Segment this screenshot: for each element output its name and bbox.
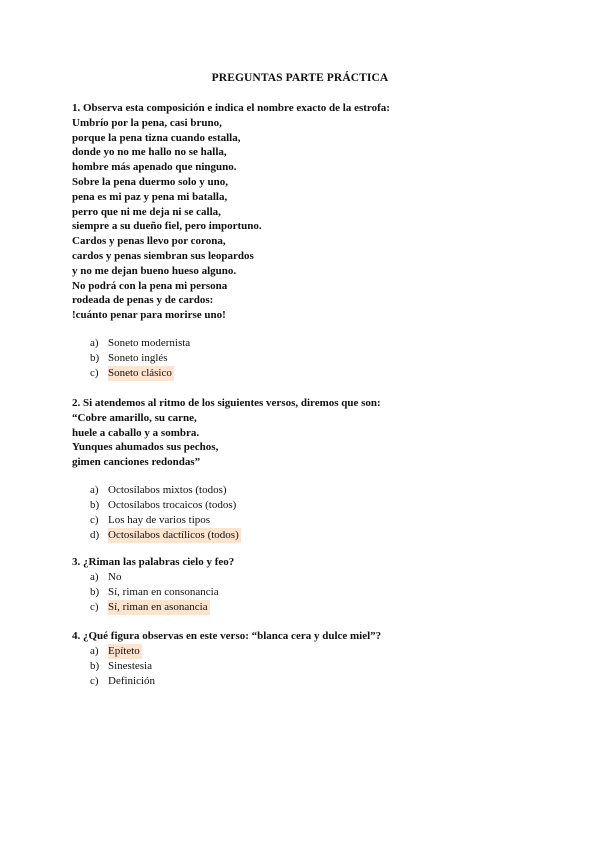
verse-line: No podrá con la pena mi persona	[72, 279, 228, 292]
option-letter: b)	[90, 352, 100, 364]
verse-line: y no me dejan bueno hueso alguno.	[72, 264, 237, 277]
answer-option[interactable]	[72, 351, 542, 366]
answer-option-highlighted[interactable]	[72, 644, 542, 659]
verse-line: rodeada de penas y de cardos:	[72, 294, 214, 307]
option-letter: b)	[90, 586, 100, 598]
verse-line: gimen canciones redondas”	[72, 456, 201, 469]
verse-line: porque la pena tizna cuando estalla,	[72, 131, 241, 144]
question-1-options	[72, 336, 542, 381]
option-letter: c)	[90, 367, 99, 379]
verse-line: hombre más apenado que ninguno.	[72, 161, 237, 174]
option-letter: a)	[90, 571, 99, 583]
option-text: Epíteto	[108, 645, 140, 657]
verse-line: siempre a su dueño fiel, pero importuno.	[72, 220, 262, 233]
option-text: Soneto inglés	[108, 352, 168, 364]
option-text: No	[108, 571, 122, 583]
option-letter: c)	[90, 514, 99, 526]
question-2-stem: 2. Si atendemos al ritmo de los siguientes versos, diremos que son:	[72, 397, 381, 409]
option-text: Soneto modernista	[108, 337, 191, 349]
option-letter: a)	[90, 484, 99, 496]
answer-option-highlighted[interactable]	[72, 600, 542, 615]
verse-line: perro que ni me deja ni se calla,	[72, 205, 221, 218]
option-text: Los hay de varios tipos	[108, 514, 211, 526]
answer-option[interactable]	[72, 336, 542, 351]
question-3-stem: 3. ¿Riman las palabras cielo y feo?	[72, 556, 235, 568]
option-letter: a)	[90, 337, 99, 349]
option-letter: b)	[90, 660, 100, 672]
verse-line: donde yo no me hallo no se halla,	[72, 146, 227, 159]
question-4	[72, 629, 542, 644]
verse-line: Umbrío por la pena, casi bruno,	[72, 116, 222, 129]
option-text: Sinestesia	[108, 660, 152, 672]
option-text: Octosílabos mixtos (todos)	[108, 484, 227, 496]
option-text: Sí, riman en consonancia	[108, 586, 219, 598]
verse-line: “Cobre amarillo, su carne,	[72, 411, 197, 424]
verse-line: huele a caballo y a sombra.	[72, 426, 200, 439]
verse-line: cardos y penas siembran sus leopardos	[72, 249, 254, 262]
option-text: Soneto clásico	[108, 367, 172, 379]
question-3-options	[72, 570, 542, 615]
option-text: Definición	[108, 675, 156, 687]
answer-option[interactable]	[72, 659, 542, 674]
answer-option[interactable]	[72, 483, 542, 498]
verse-line: pena es mi paz y pena mi batalla,	[72, 190, 228, 203]
answer-option-highlighted[interactable]	[72, 528, 542, 543]
question-1	[72, 101, 542, 323]
question-4-options	[72, 644, 542, 689]
question-1-stem: 1. Observa esta composición e indica el nombre exacto de la estrofa:	[72, 102, 390, 114]
option-letter: c)	[90, 675, 99, 687]
question-4-stem: 4. ¿Qué figura observas en este verso: “blanca cera y dulce miel”?	[72, 630, 382, 642]
question-2-options	[72, 483, 542, 543]
option-text: Octosílabos trocaicos (todos)	[108, 499, 237, 511]
answer-option[interactable]	[72, 674, 542, 689]
option-letter: b)	[90, 499, 100, 511]
option-text: Sí, riman en asonancia	[108, 601, 208, 613]
option-letter: d)	[90, 529, 100, 541]
answer-option[interactable]	[72, 498, 542, 513]
question-3	[72, 555, 542, 570]
answer-option[interactable]	[72, 513, 542, 528]
question-2	[72, 396, 542, 470]
option-letter: a)	[90, 645, 99, 657]
answer-option[interactable]	[72, 570, 542, 585]
answer-option[interactable]	[72, 585, 542, 600]
option-text: Octosílabos dactílicos (todos)	[108, 529, 239, 541]
page-title: PREGUNTAS PARTE PRÁCTICA	[211, 72, 389, 84]
quoted-verses	[72, 411, 542, 470]
poem-verses	[72, 116, 542, 323]
option-letter: c)	[90, 601, 99, 613]
verse-line: !cuánto penar para morirse uno!	[72, 309, 226, 322]
verse-line: Sobre la pena duermo solo y uno,	[72, 175, 228, 188]
answer-option-highlighted[interactable]	[72, 366, 542, 381]
verse-line: Cardos y penas llevo por corona,	[72, 235, 226, 248]
verse-line: Yunques ahumados sus pechos,	[72, 441, 219, 454]
